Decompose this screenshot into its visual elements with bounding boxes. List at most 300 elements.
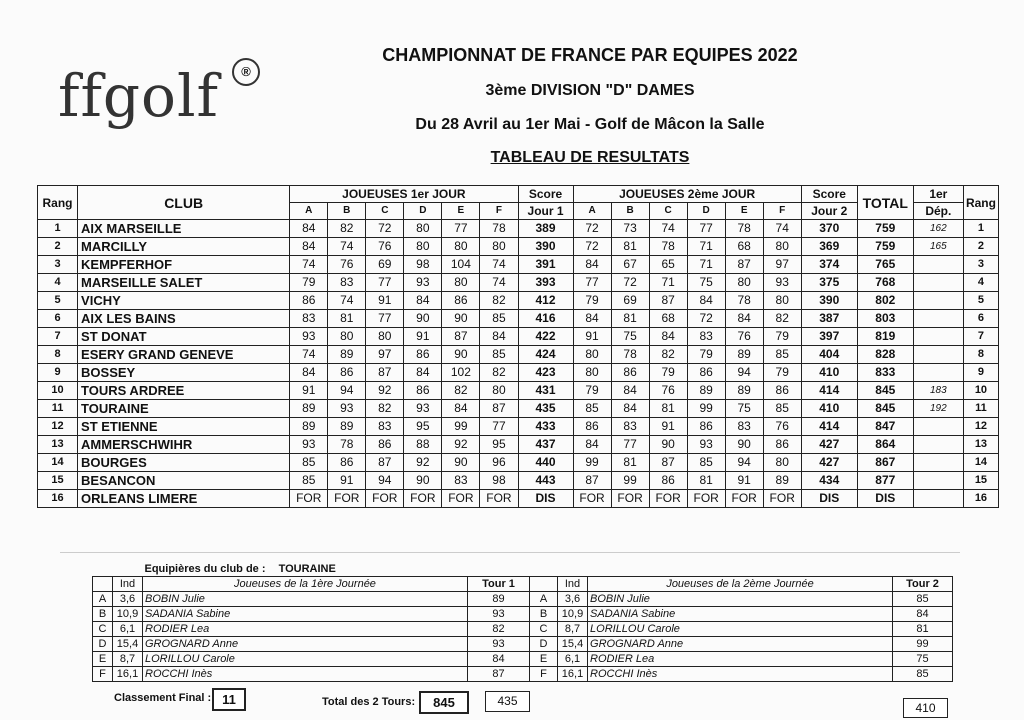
- score-cell: 84: [611, 400, 649, 418]
- team-label-cell: [113, 562, 530, 577]
- table-row: [38, 364, 999, 382]
- score-cell: 80: [573, 364, 611, 382]
- header-player: C: [649, 203, 687, 220]
- day1-score-cell: 389: [518, 220, 573, 238]
- header-day2: JOUEUSES 2ème JOUR: [573, 186, 801, 203]
- score-cell: 67: [611, 256, 649, 274]
- score-cell: 72: [573, 220, 611, 238]
- registered-mark-icon: ®: [232, 58, 260, 86]
- score-cell: 80: [404, 220, 442, 238]
- score-cell: 94: [366, 472, 404, 490]
- club-cell: MARSEILLE SALET: [78, 274, 290, 292]
- dep-cell: [913, 436, 963, 454]
- score-cell: 89: [725, 346, 763, 364]
- day2-score-cell: 390: [801, 292, 857, 310]
- score-cell: 99: [687, 400, 725, 418]
- score-cell: 91: [649, 418, 687, 436]
- dep-cell: [913, 310, 963, 328]
- score-cell: 99: [611, 472, 649, 490]
- player-name: SADANIA Sabine: [588, 607, 893, 622]
- rank-cell: 6: [38, 310, 78, 328]
- score-cell: 99: [573, 454, 611, 472]
- day2-score-cell: DIS: [801, 490, 857, 508]
- score-cell: 87: [442, 328, 480, 346]
- team-row: [93, 652, 953, 667]
- score-cell: 85: [480, 310, 518, 328]
- header-player: E: [442, 203, 480, 220]
- score-cell: 86: [763, 382, 801, 400]
- score-cell: 76: [366, 238, 404, 256]
- score-cell: 76: [649, 382, 687, 400]
- ind-header: Ind: [558, 577, 588, 592]
- team-label: Equipières du club de :: [144, 563, 266, 575]
- score-cell: 89: [328, 418, 366, 436]
- score-cell: 78: [725, 292, 763, 310]
- score-cell: 94: [725, 454, 763, 472]
- dep-cell: 183: [913, 382, 963, 400]
- dates-place: Du 28 Avril au 1er Mai - Golf de Mâcon la Salle: [415, 116, 765, 133]
- score-cell: 90: [725, 436, 763, 454]
- score-cell: 88: [404, 436, 442, 454]
- day2-score-cell: 387: [801, 310, 857, 328]
- score-cell: 92: [404, 454, 442, 472]
- total-cell: 845: [857, 382, 913, 400]
- score-cell: 69: [611, 292, 649, 310]
- score-cell: 86: [366, 436, 404, 454]
- score-cell: 73: [611, 220, 649, 238]
- score-cell: 72: [573, 238, 611, 256]
- player-name: ROCCHI Inès: [143, 667, 468, 682]
- rank-cell: 1: [38, 220, 78, 238]
- score-cell: 83: [328, 274, 366, 292]
- rank-right-cell: 16: [963, 490, 998, 508]
- score-cell: 79: [687, 346, 725, 364]
- score-cell: 84: [573, 256, 611, 274]
- player-letter: A: [530, 592, 558, 607]
- rank-cell: 13: [38, 436, 78, 454]
- total-cell: 867: [857, 454, 913, 472]
- table-row: [38, 220, 999, 238]
- day2-score-cell: 374: [801, 256, 857, 274]
- player-score: 75: [893, 652, 953, 667]
- header-score2: Score: [801, 186, 857, 203]
- results-body: [38, 220, 999, 508]
- score-cell: 82: [366, 400, 404, 418]
- tour1-total: 435: [485, 691, 530, 712]
- score-cell: 93: [404, 400, 442, 418]
- score-cell: 84: [404, 292, 442, 310]
- total-cell: DIS: [857, 490, 913, 508]
- player-score: 82: [468, 622, 530, 637]
- header-score1: Score: [518, 186, 573, 203]
- team-table: [92, 562, 953, 682]
- team-row: [93, 667, 953, 682]
- score-cell: 90: [442, 454, 480, 472]
- day2-score-cell: 397: [801, 328, 857, 346]
- day1-score-cell: 443: [518, 472, 573, 490]
- score-cell: 80: [366, 328, 404, 346]
- day1-score-cell: 424: [518, 346, 573, 364]
- score-cell: FOR: [725, 490, 763, 508]
- score-cell: 77: [611, 436, 649, 454]
- day1-score-cell: 412: [518, 292, 573, 310]
- table-row: [38, 310, 999, 328]
- score-cell: FOR: [480, 490, 518, 508]
- score-cell: 75: [687, 274, 725, 292]
- score-cell: 78: [328, 436, 366, 454]
- header-player: B: [611, 203, 649, 220]
- empty-cell: [530, 562, 953, 577]
- score-cell: 77: [366, 274, 404, 292]
- day2-score-cell: 410: [801, 400, 857, 418]
- score-cell: 83: [442, 472, 480, 490]
- score-cell: 86: [328, 364, 366, 382]
- club-cell: MARCILLY: [78, 238, 290, 256]
- score-cell: 75: [725, 400, 763, 418]
- score-cell: 83: [687, 328, 725, 346]
- total-cell: 802: [857, 292, 913, 310]
- header-player: F: [763, 203, 801, 220]
- header-player: B: [328, 203, 366, 220]
- player-letter: C: [93, 622, 113, 637]
- score-cell: FOR: [442, 490, 480, 508]
- score-cell: 91: [328, 472, 366, 490]
- score-cell: 84: [442, 400, 480, 418]
- score-cell: 86: [649, 472, 687, 490]
- header-jour1: Jour 1: [518, 203, 573, 220]
- score-cell: 85: [290, 454, 328, 472]
- day1-score-cell: 422: [518, 328, 573, 346]
- player-letter: F: [93, 667, 113, 682]
- score-cell: 85: [290, 472, 328, 490]
- score-cell: 86: [763, 436, 801, 454]
- player-letter: A: [93, 592, 113, 607]
- score-cell: 74: [649, 220, 687, 238]
- score-cell: 84: [290, 364, 328, 382]
- player-index: 3,6: [558, 592, 588, 607]
- total-cell: 845: [857, 400, 913, 418]
- total-value: 845: [419, 691, 469, 714]
- rank-right-cell: 14: [963, 454, 998, 472]
- club-cell: TOURS ARDREE: [78, 382, 290, 400]
- club-cell: BOURGES: [78, 454, 290, 472]
- score-cell: 86: [611, 364, 649, 382]
- dep-cell: [913, 454, 963, 472]
- dep-cell: 165: [913, 238, 963, 256]
- player-index: 15,4: [558, 637, 588, 652]
- score-cell: 82: [480, 292, 518, 310]
- empty-cell: [530, 577, 558, 592]
- score-cell: 87: [725, 256, 763, 274]
- score-cell: FOR: [573, 490, 611, 508]
- table-row: [38, 292, 999, 310]
- player-letter: F: [530, 667, 558, 682]
- player-name: LORILLOU Carole: [588, 622, 893, 637]
- header-player: A: [290, 203, 328, 220]
- rank-right-cell: 10: [963, 382, 998, 400]
- score-cell: 92: [366, 382, 404, 400]
- rank-right-cell: 4: [963, 274, 998, 292]
- team-row: [93, 607, 953, 622]
- score-cell: 80: [404, 238, 442, 256]
- player-name: BOBIN Julie: [143, 592, 468, 607]
- score-cell: 86: [404, 346, 442, 364]
- score-cell: 90: [442, 346, 480, 364]
- player-score: 99: [893, 637, 953, 652]
- ind-header: Ind: [113, 577, 143, 592]
- score-cell: 83: [611, 418, 649, 436]
- score-cell: 74: [290, 346, 328, 364]
- player-score: 85: [893, 592, 953, 607]
- score-cell: 68: [725, 238, 763, 256]
- rank-right-cell: 5: [963, 292, 998, 310]
- day2-score-cell: 370: [801, 220, 857, 238]
- score-cell: 93: [404, 274, 442, 292]
- score-cell: 72: [611, 274, 649, 292]
- rank-right-cell: 1: [963, 220, 998, 238]
- day2-score-cell: 369: [801, 238, 857, 256]
- score-cell: FOR: [290, 490, 328, 508]
- score-cell: 80: [573, 346, 611, 364]
- table-row: [38, 328, 999, 346]
- score-cell: 69: [366, 256, 404, 274]
- player-letter: D: [93, 637, 113, 652]
- score-cell: 72: [366, 220, 404, 238]
- table-row: [38, 382, 999, 400]
- day1-score-cell: 416: [518, 310, 573, 328]
- score-cell: 91: [290, 382, 328, 400]
- player-index: 16,1: [113, 667, 143, 682]
- player-letter: D: [530, 637, 558, 652]
- table-row: [38, 400, 999, 418]
- section-title: TABLEAU DE RESULTATS: [490, 149, 690, 166]
- score-cell: 75: [611, 328, 649, 346]
- day1-score-cell: 390: [518, 238, 573, 256]
- rank-cell: 2: [38, 238, 78, 256]
- rank-cell: 9: [38, 364, 78, 382]
- score-cell: 68: [649, 310, 687, 328]
- header-player: D: [687, 203, 725, 220]
- score-cell: 86: [290, 292, 328, 310]
- score-cell: 97: [763, 256, 801, 274]
- score-cell: 79: [763, 328, 801, 346]
- total-cell: 765: [857, 256, 913, 274]
- table-row: [38, 256, 999, 274]
- score-cell: 79: [763, 364, 801, 382]
- header-rang: Rang: [38, 186, 78, 220]
- score-cell: 87: [366, 364, 404, 382]
- score-cell: 95: [404, 418, 442, 436]
- day2-score-cell: 427: [801, 454, 857, 472]
- score-cell: 98: [404, 256, 442, 274]
- document-title: CHAMPIONNAT DE FRANCE PAR EQUIPES 2022: [382, 45, 798, 65]
- score-cell: 79: [649, 364, 687, 382]
- score-cell: FOR: [763, 490, 801, 508]
- rank-right-cell: 15: [963, 472, 998, 490]
- score-cell: FOR: [649, 490, 687, 508]
- club-cell: AIX MARSEILLE: [78, 220, 290, 238]
- logo-text: ffgolf: [58, 62, 219, 130]
- header-rang-right: Rang: [963, 186, 998, 220]
- score-cell: 86: [687, 418, 725, 436]
- total-cell: 768: [857, 274, 913, 292]
- score-cell: 81: [611, 454, 649, 472]
- empty-cell: [93, 562, 113, 577]
- table-row: [38, 238, 999, 256]
- player-score: 93: [468, 607, 530, 622]
- score-cell: 91: [404, 328, 442, 346]
- score-cell: 79: [573, 292, 611, 310]
- score-cell: 76: [725, 328, 763, 346]
- rank-right-cell: 13: [963, 436, 998, 454]
- score-cell: 84: [290, 220, 328, 238]
- score-cell: 72: [687, 310, 725, 328]
- rank-cell: 11: [38, 400, 78, 418]
- total-cell: 877: [857, 472, 913, 490]
- player-name: ROCCHI Inès: [588, 667, 893, 682]
- score-cell: 78: [725, 220, 763, 238]
- rank-right-cell: 7: [963, 328, 998, 346]
- score-cell: 85: [480, 346, 518, 364]
- score-cell: 104: [442, 256, 480, 274]
- division-title: 3ème DIVISION "D" DAMES: [485, 82, 695, 99]
- dep-cell: 192: [913, 400, 963, 418]
- club-cell: AMMERSCHWIHR: [78, 436, 290, 454]
- player-name: GROGNARD Anne: [588, 637, 893, 652]
- score-cell: 74: [480, 274, 518, 292]
- header-player: E: [725, 203, 763, 220]
- dep-cell: [913, 418, 963, 436]
- score-cell: 80: [442, 238, 480, 256]
- header-total: TOTAL: [857, 186, 913, 220]
- score-cell: 91: [573, 328, 611, 346]
- day2-score-cell: 414: [801, 418, 857, 436]
- score-cell: 95: [480, 436, 518, 454]
- score-cell: 80: [442, 274, 480, 292]
- player-score: 81: [893, 622, 953, 637]
- score-cell: 82: [649, 346, 687, 364]
- score-cell: 77: [480, 418, 518, 436]
- rank-cell: 14: [38, 454, 78, 472]
- player-score: 93: [468, 637, 530, 652]
- player-score: 87: [468, 667, 530, 682]
- player-name: SADANIA Sabine: [143, 607, 468, 622]
- score-cell: 81: [687, 472, 725, 490]
- rank-cell: 7: [38, 328, 78, 346]
- rank-right-cell: 11: [963, 400, 998, 418]
- score-cell: 98: [480, 472, 518, 490]
- score-cell: 83: [290, 310, 328, 328]
- score-cell: 86: [404, 382, 442, 400]
- score-cell: 81: [611, 238, 649, 256]
- day2-score-cell: 375: [801, 274, 857, 292]
- total-cell: 759: [857, 238, 913, 256]
- header-dep1: 1er: [913, 186, 963, 203]
- score-cell: 74: [763, 220, 801, 238]
- player-index: 3,6: [113, 592, 143, 607]
- club-cell: KEMPFERHOF: [78, 256, 290, 274]
- score-cell: 80: [763, 238, 801, 256]
- club-cell: ST ETIENNE: [78, 418, 290, 436]
- score-cell: 92: [442, 436, 480, 454]
- rank-right-cell: 8: [963, 346, 998, 364]
- club-cell: BOSSEY: [78, 364, 290, 382]
- player-index: 10,9: [558, 607, 588, 622]
- day1-header: Joueuses de la 1ère Journée: [143, 577, 468, 592]
- score-cell: 71: [687, 238, 725, 256]
- total-cell: 828: [857, 346, 913, 364]
- ffgolf-logo: [58, 62, 219, 130]
- total-cell: 759: [857, 220, 913, 238]
- score-cell: 86: [442, 292, 480, 310]
- score-cell: FOR: [404, 490, 442, 508]
- player-index: 8,7: [113, 652, 143, 667]
- day1-score-cell: 437: [518, 436, 573, 454]
- score-cell: 93: [328, 400, 366, 418]
- club-cell: ST DONAT: [78, 328, 290, 346]
- player-score: 89: [468, 592, 530, 607]
- player-index: 16,1: [558, 667, 588, 682]
- dep-cell: [913, 472, 963, 490]
- total-cell: 819: [857, 328, 913, 346]
- club-cell: ESERY GRAND GENEVE: [78, 346, 290, 364]
- club-cell: BESANCON: [78, 472, 290, 490]
- player-name: RODIER Lea: [143, 622, 468, 637]
- score-cell: 77: [442, 220, 480, 238]
- rank-cell: 10: [38, 382, 78, 400]
- day1-score-cell: 431: [518, 382, 573, 400]
- score-cell: 80: [480, 382, 518, 400]
- score-cell: 65: [649, 256, 687, 274]
- score-cell: 87: [649, 292, 687, 310]
- day2-score-cell: 427: [801, 436, 857, 454]
- dep-cell: [913, 346, 963, 364]
- score-cell: 86: [687, 364, 725, 382]
- score-cell: 77: [573, 274, 611, 292]
- team-row: [93, 637, 953, 652]
- player-letter: B: [530, 607, 558, 622]
- rank-cell: 12: [38, 418, 78, 436]
- table-row: [38, 274, 999, 292]
- player-score: 85: [893, 667, 953, 682]
- day1-score-cell: 423: [518, 364, 573, 382]
- score-cell: 80: [328, 328, 366, 346]
- club-cell: TOURAINE: [78, 400, 290, 418]
- classement-value: 11: [212, 688, 246, 711]
- table-row: [38, 418, 999, 436]
- header-day1: JOUEUSES 1er JOUR: [290, 186, 518, 203]
- score-cell: 94: [328, 382, 366, 400]
- score-cell: 97: [366, 346, 404, 364]
- score-cell: 83: [725, 418, 763, 436]
- score-cell: FOR: [366, 490, 404, 508]
- score-cell: 89: [725, 382, 763, 400]
- header-club: CLUB: [78, 186, 290, 220]
- score-cell: 80: [763, 292, 801, 310]
- score-cell: 84: [573, 310, 611, 328]
- rank-cell: 15: [38, 472, 78, 490]
- team-row: [93, 592, 953, 607]
- score-cell: 74: [480, 256, 518, 274]
- score-cell: FOR: [687, 490, 725, 508]
- score-cell: 89: [290, 400, 328, 418]
- table-row: [38, 490, 999, 508]
- score-cell: 81: [611, 310, 649, 328]
- score-cell: 93: [290, 328, 328, 346]
- score-cell: 74: [290, 256, 328, 274]
- dep-cell: [913, 490, 963, 508]
- header-jour2: Jour 2: [801, 203, 857, 220]
